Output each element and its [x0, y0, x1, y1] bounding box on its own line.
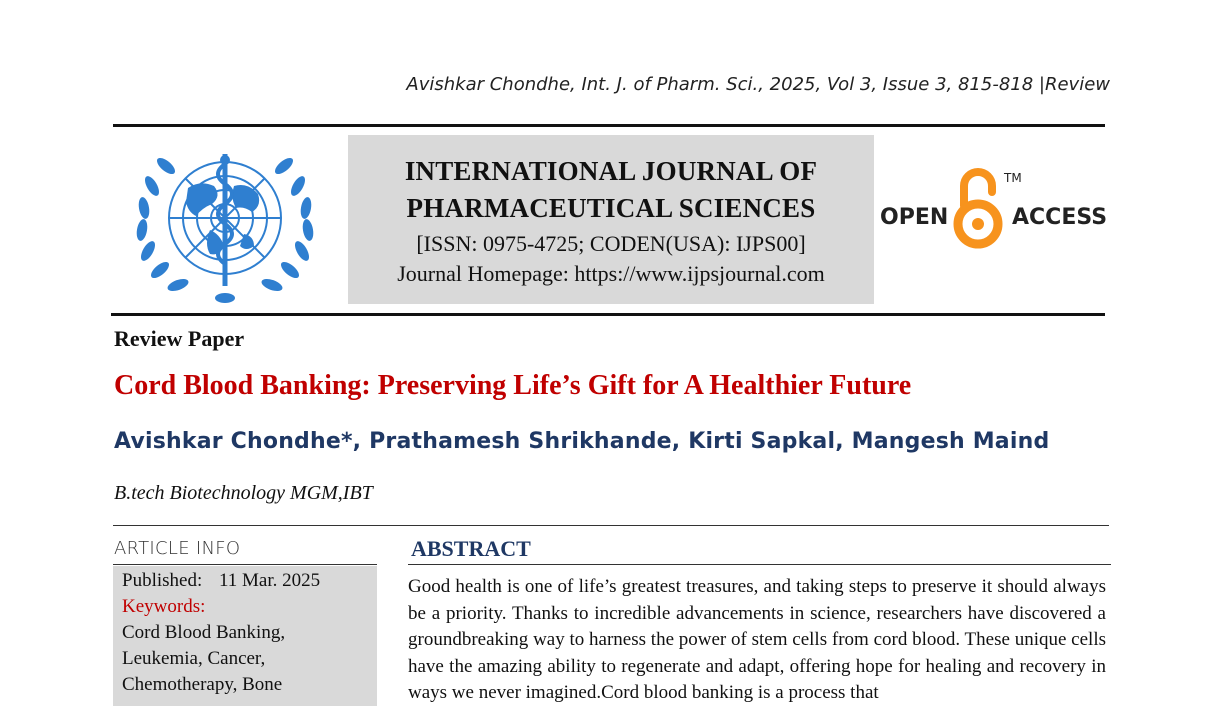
open-access-tm: TM	[1004, 171, 1022, 185]
journal-homepage: Journal Homepage: https://www.ijpsjournal.com	[397, 261, 825, 286]
abstract-rule	[408, 564, 1111, 565]
open-access-logo	[880, 168, 1110, 252]
published-label: Published:	[122, 570, 203, 591]
article-info-rule	[113, 564, 377, 565]
published-line	[122, 568, 320, 594]
journal-title-box	[348, 135, 874, 304]
article-info-box	[113, 566, 377, 706]
author-list: Avishkar Chondhe*, Prathamesh Shrikhande, Kirti Sapkal, Mangesh Maind	[114, 429, 1050, 454]
journal-emblem-logo	[126, 138, 324, 306]
keyword-line: Leukemia, Cancer,	[122, 648, 266, 669]
journal-name-line1: INTERNATIONAL JOURNAL OF	[404, 156, 818, 186]
paper-type: Review Paper	[114, 326, 245, 351]
keyword-line: Cord Blood Banking,	[122, 622, 286, 643]
author-affiliation: B.tech Biotechnology MGM,IBT	[114, 482, 373, 504]
keywords-label: Keywords:	[122, 596, 206, 617]
header-bottom-rule	[111, 313, 1105, 316]
journal-name-line2: PHARMACEUTICAL SCIENCES	[406, 193, 816, 223]
article-info-heading: ARTICLE INFO	[114, 538, 241, 559]
abstract-heading: ABSTRACT	[411, 536, 531, 561]
keyword-line: Chemotherapy, Bone	[122, 674, 283, 695]
citation-header: Avishkar Chondhe, Int. J. of Pharm. Sci., 2025, Vol 3, Issue 3, 815-818 |Review	[406, 74, 1110, 95]
journal-issn: [ISSN: 0975-4725; CODEN(USA): IJPS00]	[416, 231, 806, 256]
open-access-open-text: OPEN	[880, 205, 949, 230]
header-top-rule	[113, 124, 1105, 127]
open-access-access-text: ACCESS	[1012, 205, 1108, 230]
section-divider	[113, 525, 1109, 526]
abstract-text: Good health is one of life’s greatest treasures, and taking steps to preserve it should always be a priority. Thanks to incredible advancements in science, researchers have discovered a groundbreaking way to harness the power of stem cells from cord blood. These unique cells have the amazing ability to regenerate and adapt, offering hope for healing and recovery in ways we never imagined.Cord blood banking is a process that	[408, 576, 1106, 703]
published-date: 11 Mar. 2025	[218, 570, 321, 591]
paper-title: Cord Blood Banking: Preserving Life’s Gift for A Healthier Future	[114, 370, 912, 401]
